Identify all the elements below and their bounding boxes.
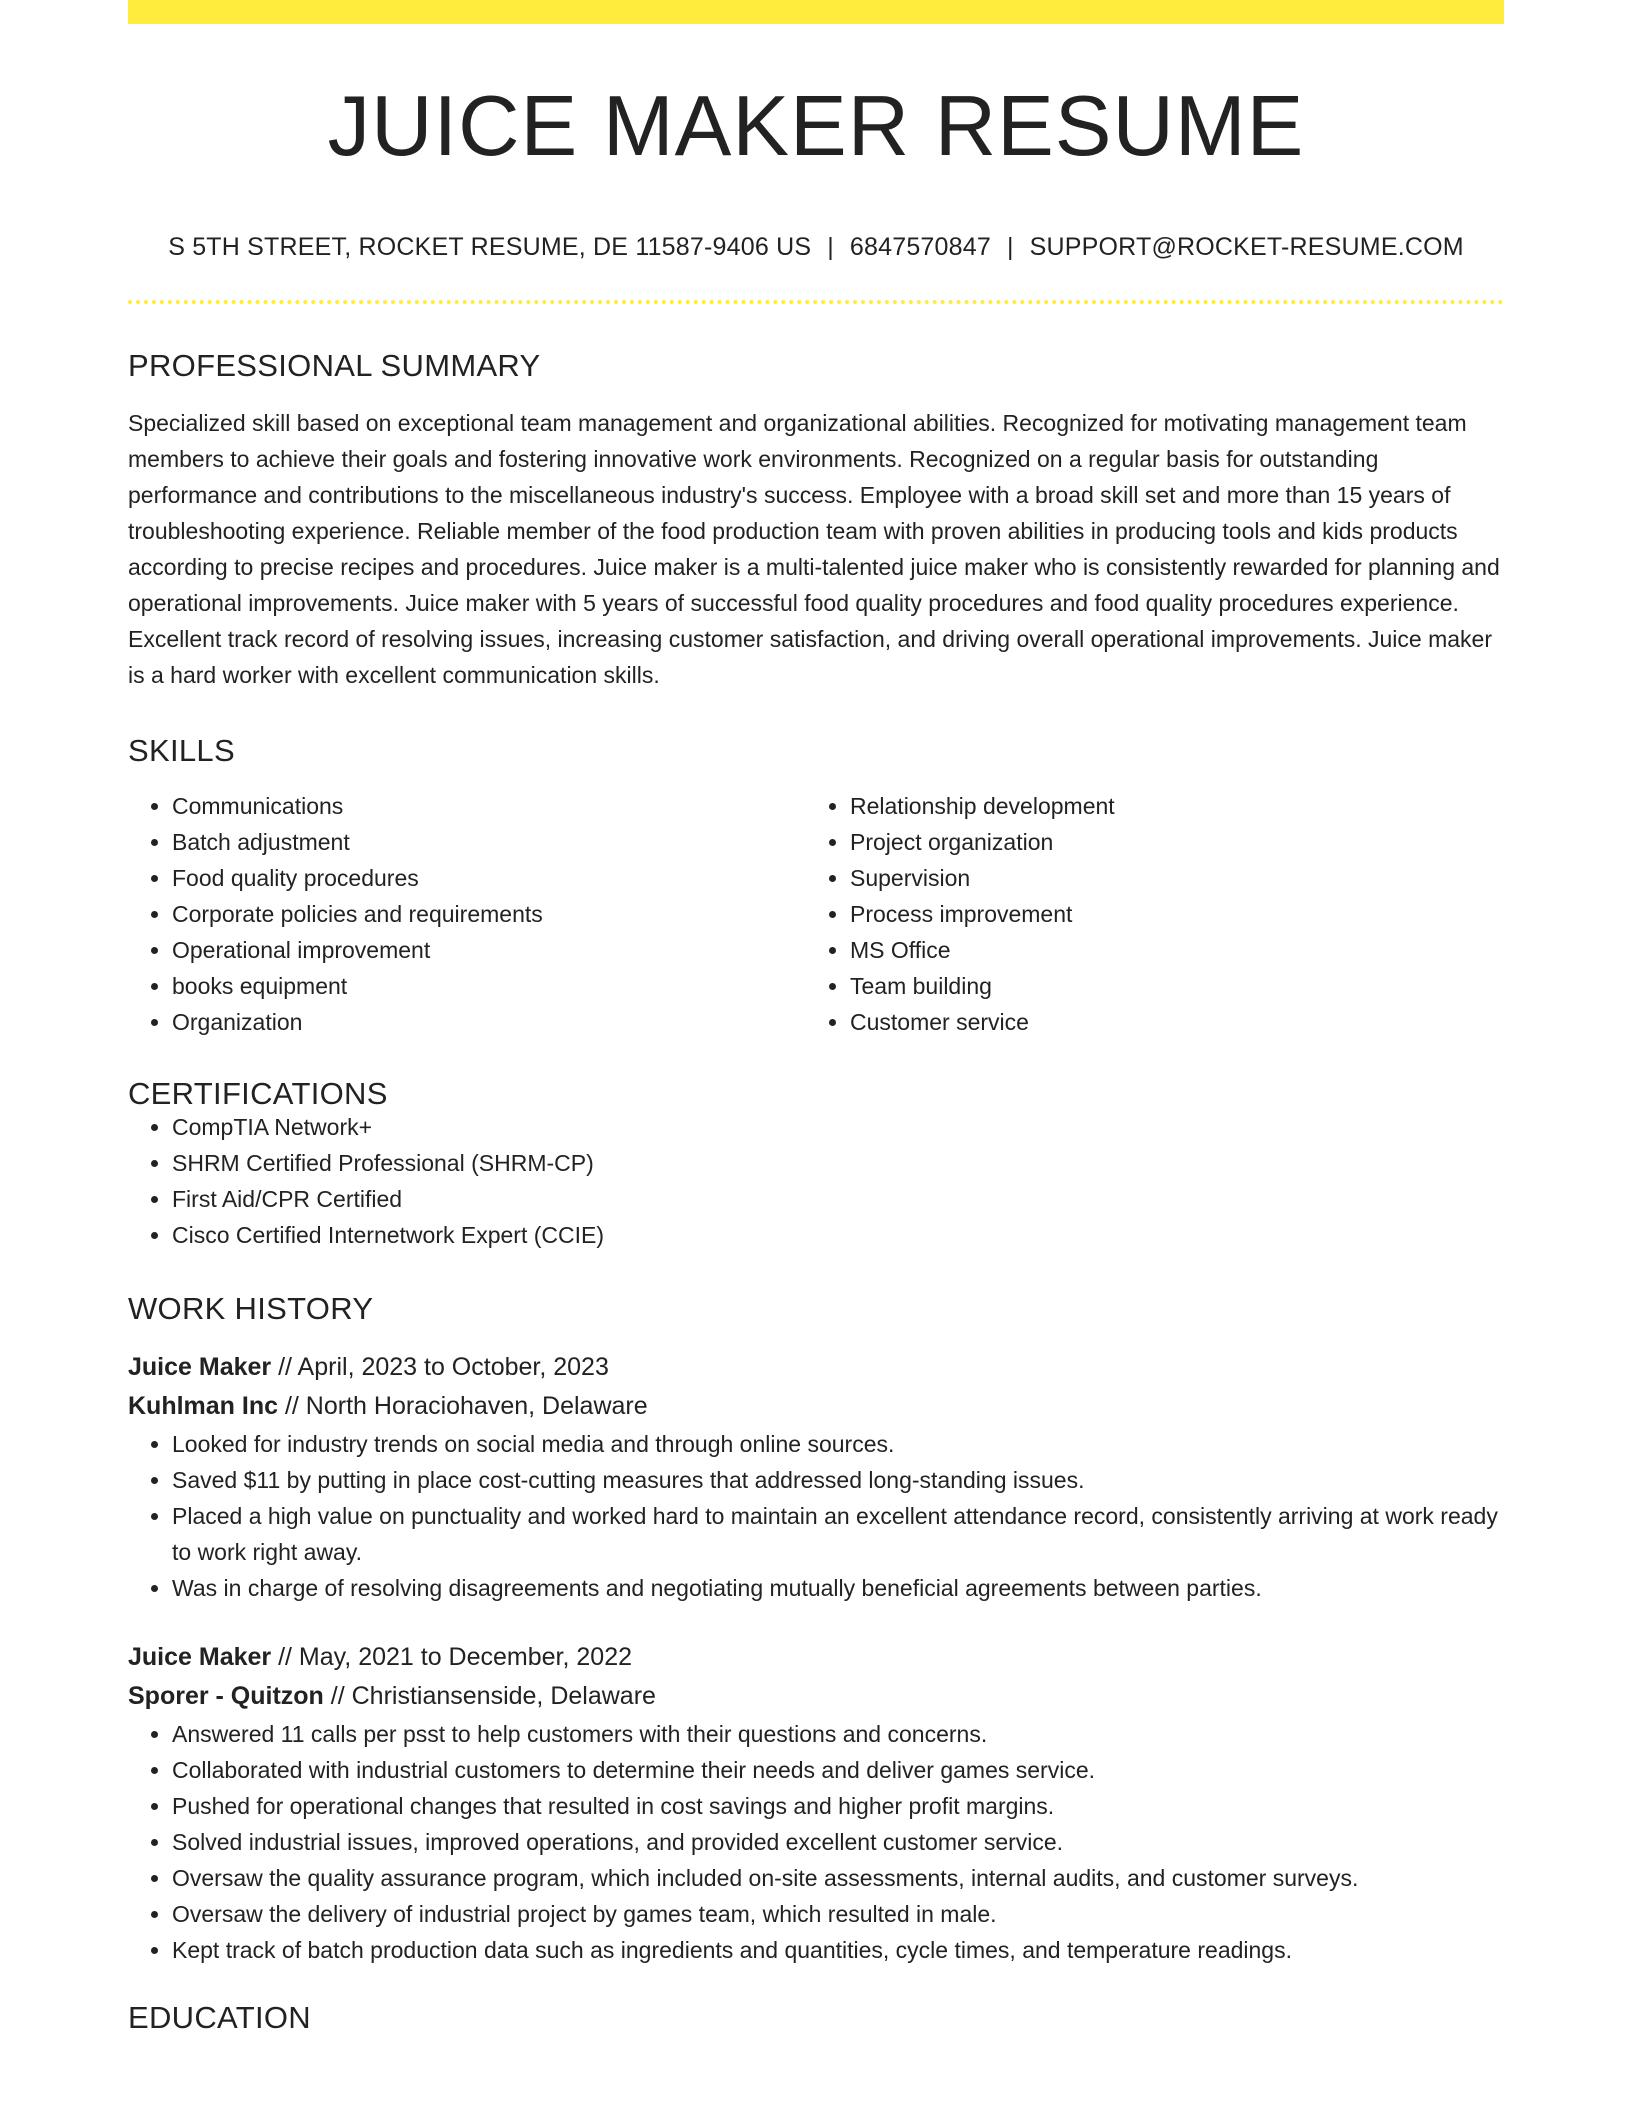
job-company: Kuhlman Inc xyxy=(128,1392,279,1420)
skill-item: • Team building xyxy=(850,968,1484,1004)
job-title: Juice Maker xyxy=(128,1353,272,1381)
contact-separator: | xyxy=(1006,233,1014,261)
accent-bar xyxy=(128,0,1504,24)
skill-item: • books equipment xyxy=(172,968,806,1004)
skills-list-right xyxy=(806,788,1484,1040)
job-bullet: • Pushed for operational changes that resulted in cost savings and higher profit margins. xyxy=(172,1788,1504,1824)
resume-page xyxy=(128,0,1504,2033)
job-bullet: • Was in charge of resolving disagreements and negotiating mutually beneficial agreements between parties. xyxy=(172,1570,1504,1606)
job-bullet: • Oversaw the delivery of industrial project by games team, which resulted in male. xyxy=(172,1896,1504,1932)
contact-phone: 6847570847 xyxy=(849,233,991,261)
resume-title: JUICE MAKER RESUME xyxy=(327,79,1305,174)
job-bullets xyxy=(128,1716,1504,1968)
contact-separator: | xyxy=(827,233,834,261)
certifications-heading: CERTIFICATIONS xyxy=(128,1076,388,1111)
job-company-line xyxy=(128,1677,1504,1716)
skill-item: • Batch adjustment xyxy=(172,824,806,860)
job-title: Juice Maker xyxy=(128,1643,272,1671)
skills-columns xyxy=(128,788,1504,1040)
job-bullet: • Oversaw the quality assurance program, which included on-site assessments, internal audits, and customer surveys. xyxy=(172,1860,1504,1896)
job-bullet: • Solved industrial issues, improved operations, and provided excellent customer service. xyxy=(172,1824,1504,1860)
job-bullets xyxy=(128,1426,1504,1606)
job-bullet: • Answered 11 calls per psst to help customers with their questions and concerns. xyxy=(172,1716,1504,1752)
skill-item: • Supervision xyxy=(850,860,1484,896)
skill-item: • Food quality procedures xyxy=(172,860,806,896)
skill-item: • Communications xyxy=(172,788,806,824)
job-entry xyxy=(128,1348,1504,1606)
skill-item: • Customer service xyxy=(850,1004,1484,1040)
skill-item: • MS Office xyxy=(850,932,1484,968)
work-history-heading: WORK HISTORY xyxy=(128,1291,374,1326)
contact-line xyxy=(128,235,1504,260)
skill-item: • Corporate policies and requirements xyxy=(172,896,806,932)
skills-list-left xyxy=(128,788,806,1040)
job-entry xyxy=(128,1638,1504,1968)
skill-item: • Project organization xyxy=(850,824,1484,860)
contact-email: SUPPORT@ROCKET-RESUME.COM xyxy=(1029,233,1464,261)
job-title-line xyxy=(128,1348,1504,1387)
skill-item: • Operational improvement xyxy=(172,932,806,968)
certification-item: • CompTIA Network+ xyxy=(172,1109,1504,1145)
certification-item: • SHRM Certified Professional (SHRM-CP) xyxy=(172,1145,1504,1181)
skills-heading: SKILLS xyxy=(128,733,235,768)
job-bullet: • Saved $11 by putting in place cost-cutting measures that addressed long-standing issues. xyxy=(172,1462,1504,1498)
job-bullet: • Placed a high value on punctuality and worked hard to maintain an excellent attendance record, consistently arriving at work ready to work right away. xyxy=(172,1498,1504,1570)
job-location: // North Horaciohaven, Delaware xyxy=(284,1392,648,1420)
job-title-line xyxy=(128,1638,1504,1677)
summary-heading: PROFESSIONAL SUMMARY xyxy=(128,348,541,383)
contact-address: S 5TH STREET, ROCKET RESUME, DE 11587-9406 US xyxy=(168,233,812,261)
job-company: Sporer - Quitzon xyxy=(128,1682,324,1710)
certifications-list xyxy=(128,1109,1504,1253)
job-company-line xyxy=(128,1387,1504,1426)
job-dates: // May, 2021 to December, 2022 xyxy=(278,1643,632,1671)
skill-item: • Organization xyxy=(172,1004,806,1040)
education-heading: EDUCATION xyxy=(128,2000,311,2035)
certification-item: • First Aid/CPR Certified xyxy=(172,1181,1504,1217)
certification-item: • Cisco Certified Internetwork Expert (CCIE) xyxy=(172,1217,1504,1253)
job-location: // Christiansenside, Delaware xyxy=(330,1682,656,1710)
job-bullet: • Looked for industry trends on social media and through online sources. xyxy=(172,1426,1504,1462)
skill-item: • Relationship development xyxy=(850,788,1484,824)
dotted-divider xyxy=(128,300,1504,304)
summary-text: Specialized skill based on exceptional team management and organizational abilities. Recognized for motivating management team members to achieve their goals and fostering innovative work environments. Recognized on a regular basis for outstanding performance and contributions to the miscellaneous industry's success. Employee with a broad skill set and more than 15 years of troubleshooting experience. Reliable member of the food production team with proven abilities in producing tools and kids products according to precise recipes and procedures. Juice maker is a multi-talented juice maker who is consistently rewarded for planning and operational improvements. Juice maker with 5 years of successful food quality procedures and food quality procedures experience. Excellent track record of resolving issues, increasing customer satisfaction, and driving overall operational improvements. Juice maker is a hard worker with excellent communication skills. xyxy=(128,410,1500,688)
job-bullet: • Collaborated with industrial customers to determine their needs and deliver games service. xyxy=(172,1752,1504,1788)
job-dates: // April, 2023 to October, 2023 xyxy=(278,1353,609,1381)
skill-item: • Process improvement xyxy=(850,896,1484,932)
job-bullet: • Kept track of batch production data such as ingredients and quantities, cycle times, and temperature readings. xyxy=(172,1932,1504,1968)
